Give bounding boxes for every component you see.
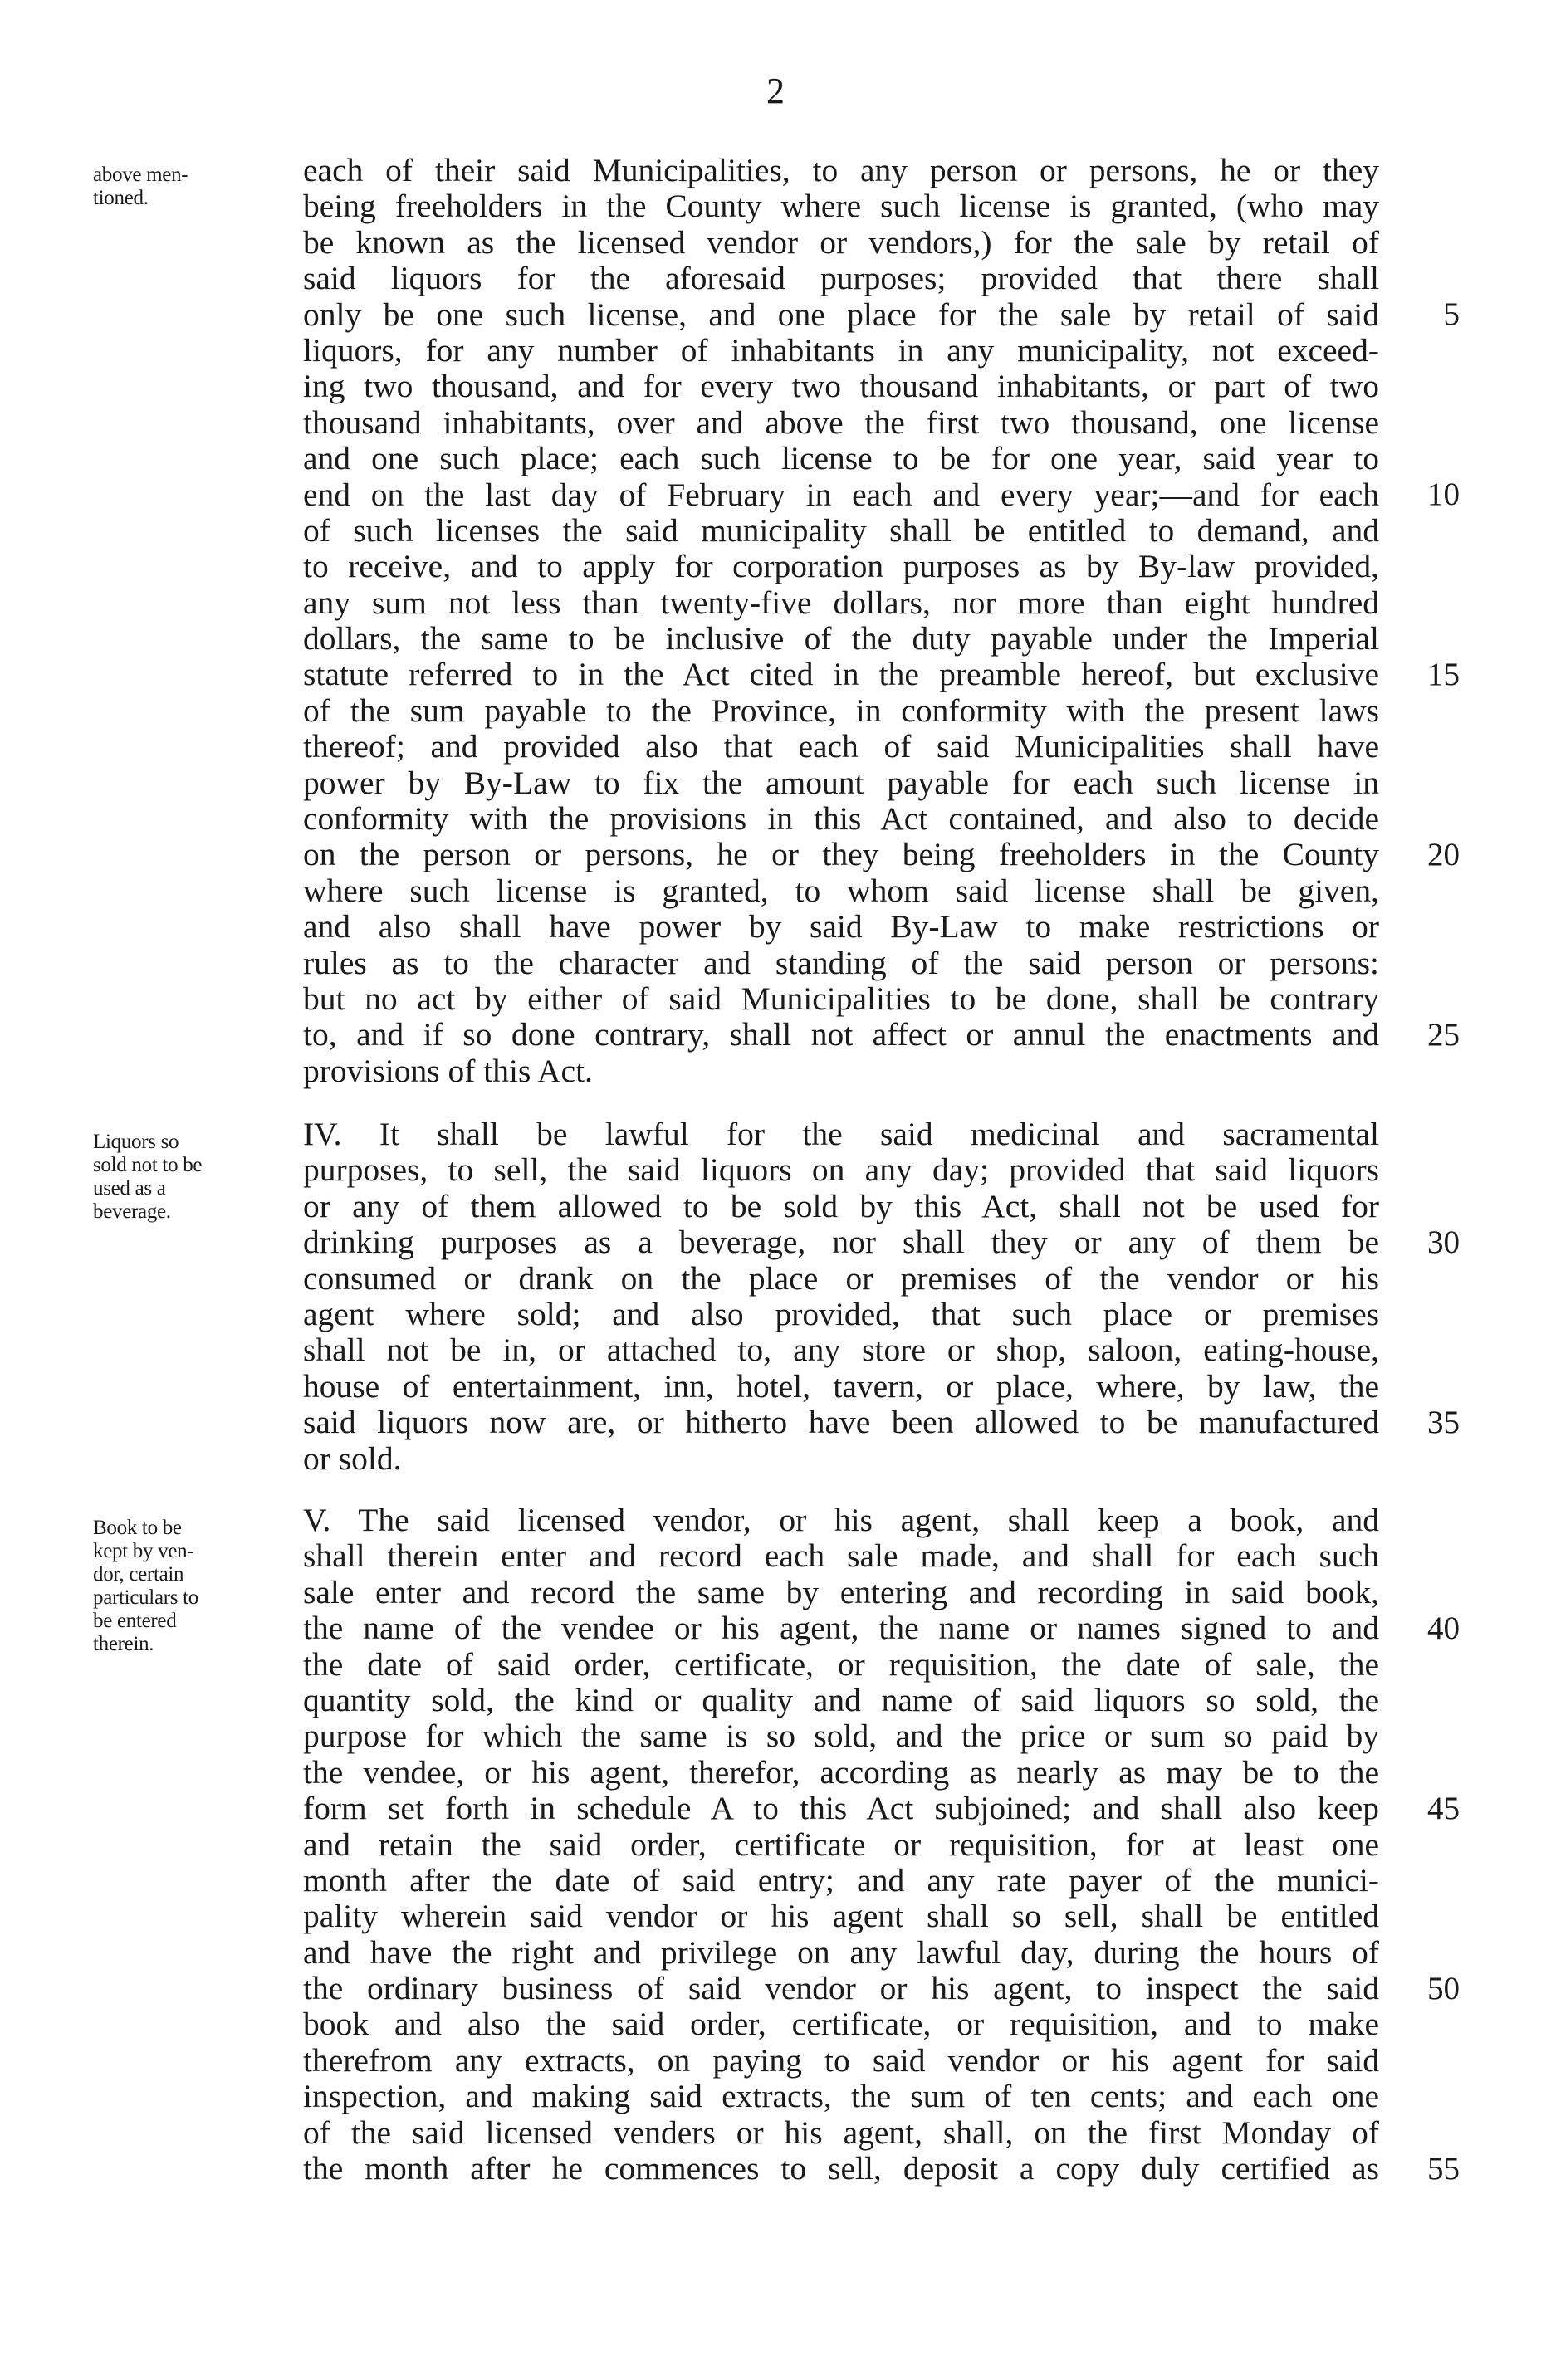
text-line: quantity sold, the kind or quality and name of said liquors so sold, the	[303, 1681, 1379, 1718]
text-line: where such license is granted, to whom said license shall be given,	[303, 872, 1379, 909]
text-line: but no act by either of said Municipalities to be done, shall be contrary	[303, 980, 1379, 1017]
line-number: 25	[1427, 1017, 1460, 1053]
text-line: of the sum payable to the Province, in conformity with the present laws	[303, 692, 1379, 729]
text-line: month after the date of said entry; and any rate payer of the munici-	[303, 1861, 1379, 1899]
line-number: 55	[1427, 2151, 1460, 2187]
text-line: the date of said order, certificate, or requisition, the date of sale, the	[303, 1645, 1379, 1683]
text-line: dollars, the same to be inclusive of the duty payable under the Imperial	[303, 620, 1379, 657]
section-v	[303, 1503, 1379, 2187]
text-line: the ordinary business of said vendor or his agent, to inspect the said	[303, 1970, 1379, 2007]
text-line: thousand inhabitants, over and above the first two thousand, one license	[303, 403, 1379, 441]
text-line: shall therein enter and record each sale made, and shall for each such	[303, 1537, 1379, 1575]
text-line: on the person or persons, he or they being freeholders in the County	[303, 836, 1379, 873]
text-line: and one such place; each such license to be for one year, said year to	[303, 440, 1379, 477]
text-line: rules as to the character and standing of the said person or persons:	[303, 944, 1379, 981]
text-line: consumed or drank on the place or premises of the vendor or his	[303, 1259, 1379, 1297]
text-line: end on the last day of February in each and every year;—and for each	[303, 476, 1379, 513]
text-line: house of entertainment, inn, hotel, tavern, or place, where, by law, the	[303, 1367, 1379, 1405]
text-line: any sum not less than twenty-five dollars, nor more than eight hundred	[303, 584, 1379, 621]
text-line: said liquors for the aforesaid purposes; provided that there shall	[303, 260, 1379, 297]
line-number: 30	[1427, 1224, 1460, 1260]
text-line: of such licenses the said municipality shall be entitled to demand, and	[303, 511, 1379, 549]
margin-note-book-kept-by-vendor: Book to be kept by ven- dor, certain particulars to be entered therein.	[93, 1517, 199, 1655]
line-number: 15	[1427, 657, 1460, 692]
text-line: provisions of this Act.	[303, 1052, 593, 1089]
line-number: 45	[1427, 1791, 1460, 1826]
text-line: and have the right and privilege on any lawful day, during the hours of	[303, 1933, 1379, 1971]
text-line: or sold.	[303, 1439, 402, 1477]
text-line: power by By-Law to fix the amount payable for each such license in	[303, 764, 1379, 801]
line-number: 35	[1427, 1405, 1460, 1440]
text-line: V. The said licensed vendor, or his agent, shall keep a book, and	[303, 1502, 1379, 1538]
text-line: ing two thousand, and for every two thousand inhabitants, or part of two	[303, 368, 1379, 405]
line-number: 10	[1427, 476, 1460, 512]
text-line: the vendee, or his agent, therefor, according as nearly as may be to the	[303, 1753, 1379, 1791]
text-line: purposes, to sell, the said liquors on any day; provided that said liquors	[303, 1151, 1379, 1189]
text-line: form set forth in schedule A to this Act subjoined; and shall also keep	[303, 1790, 1379, 1827]
text-line: purpose for which the same is so sold, and the price or sum so paid by	[303, 1718, 1379, 1755]
text-line: each of their said Municipalities, to any person or persons, he or they	[303, 152, 1379, 188]
text-line: thereof; and provided also that each of said Municipalities shall have	[303, 728, 1379, 765]
text-line: the month after he commences to sell, deposit a copy duly certified as	[303, 2150, 1379, 2187]
text-line: to, and if so done contrary, shall not affect or annul the enactments and	[303, 1016, 1379, 1053]
text-line: and retain the said order, certificate or requisition, for at least one	[303, 1825, 1379, 1863]
line-number: 20	[1427, 837, 1460, 872]
text-line: of the said licensed venders or his agent, shall, on the first Monday of	[303, 2114, 1379, 2151]
text-line: therefrom any extracts, on paying to said vendor or his agent for said	[303, 2041, 1379, 2079]
text-line: said liquors now are, or hitherto have been allowed to be manufactured	[303, 1404, 1379, 1441]
text-line: inspection, and making said extracts, the sum of ten cents; and each one	[303, 2078, 1379, 2115]
text-line: IV. It shall be lawful for the said medicinal and sacramental	[303, 1116, 1379, 1152]
text-line: statute referred to in the Act cited in the preamble hereof, but exclusive	[303, 656, 1379, 693]
section-continuation	[303, 153, 1379, 1089]
text-line: pality wherein said vendor or his agent shall so sell, shall be entitled	[303, 1898, 1379, 1935]
line-number: 40	[1427, 1610, 1460, 1646]
text-line: conformity with the provisions in this Act contained, and also to decide	[303, 800, 1379, 838]
margin-note-above-mentioned: above men- tioned.	[93, 164, 188, 209]
text-line: only be one such license, and one place for the sale by retail of said	[303, 296, 1379, 333]
line-number: 5	[1443, 296, 1460, 332]
text-line: agent where sold; and also provided, that such place or premises	[303, 1295, 1379, 1332]
text-line: being freeholders in the County where such license is granted, (who may	[303, 188, 1379, 225]
text-line: and also shall have power by said By-Law to make restrictions or	[303, 908, 1379, 946]
line-number: 50	[1427, 1971, 1460, 2006]
text-line: be known as the licensed vendor or vendors,) for the sale by retail of	[303, 223, 1379, 261]
text-line: to receive, and to apply for corporation purposes as by By-law provided,	[303, 548, 1379, 585]
text-line: shall not be in, or attached to, any store or shop, saloon, eating-house,	[303, 1332, 1379, 1369]
section-iv	[303, 1117, 1379, 1477]
text-line: book and also the said order, certificate, or requisition, and to make	[303, 2006, 1379, 2043]
text-line: or any of them allowed to be sold by this Act, shall not be used for	[303, 1187, 1379, 1224]
text-line: liquors, for any number of inhabitants in any municipality, not exceed-	[303, 331, 1379, 369]
text-line: sale enter and record the same by entering and recording in said book,	[303, 1573, 1379, 1610]
text-line: drinking purposes as a beverage, nor shall they or any of them be	[303, 1224, 1379, 1261]
page-number: 2	[766, 71, 785, 111]
text-line: the name of the vendee or his agent, the name or names signed to and	[303, 1610, 1379, 1647]
margin-note-liquors-not-beverage: Liquors so sold not to be used as a beverage.	[93, 1131, 203, 1223]
